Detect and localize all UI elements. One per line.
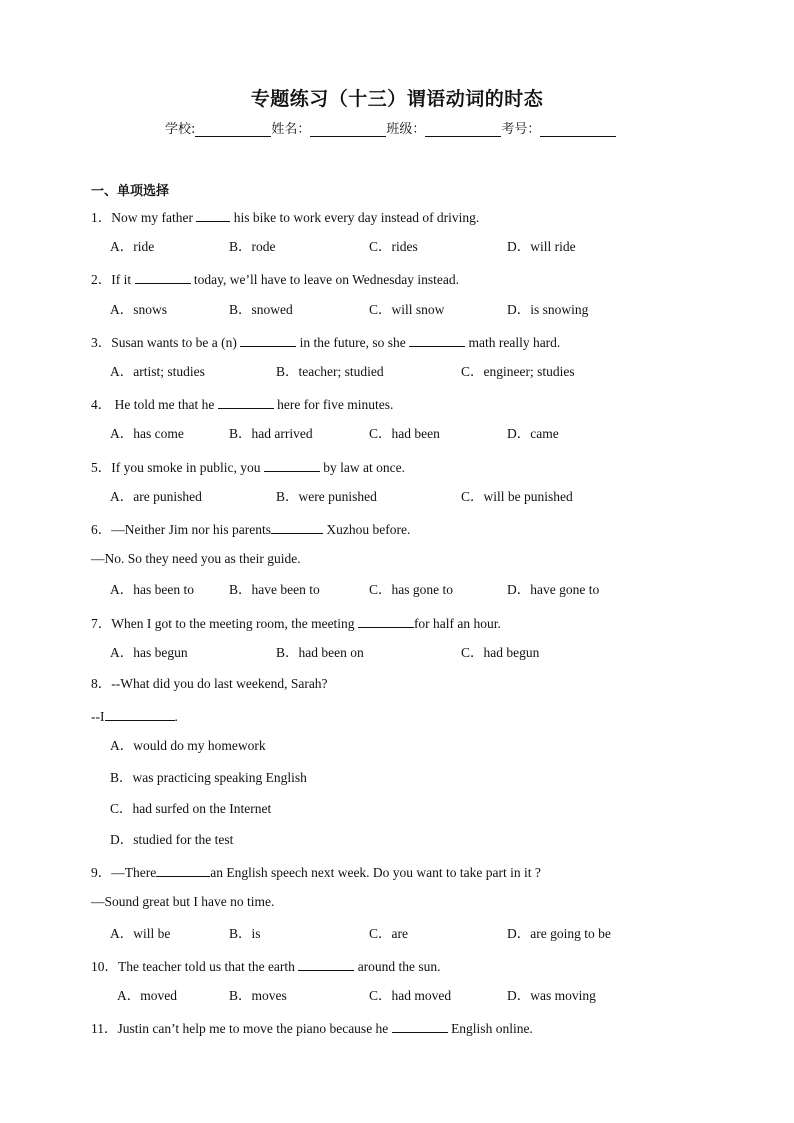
- question-5: [91, 458, 405, 476]
- dialogue-reply: [91, 707, 178, 725]
- question-text: here for five minutes.: [273, 397, 394, 412]
- option-b[interactable]: B．snowed: [229, 302, 293, 317]
- exam-no-label: 考号：: [501, 122, 541, 137]
- option-d[interactable]: D．studied for the test: [110, 832, 234, 847]
- question-number: 10．: [91, 959, 118, 974]
- option-c[interactable]: C．are: [369, 926, 408, 941]
- answer-blank[interactable]: [135, 270, 191, 284]
- option-c[interactable]: C．had moved: [369, 988, 452, 1003]
- question-number: 11．: [91, 1021, 118, 1036]
- question-11: [91, 1019, 533, 1037]
- question-text: The teacher told us that the earth: [118, 959, 299, 974]
- option-d[interactable]: D．are going to be: [507, 926, 611, 941]
- option-a[interactable]: A．has been to: [110, 582, 194, 597]
- question-text: Justin can’t help me to move the piano because he: [117, 1021, 392, 1036]
- option-a[interactable]: A．has come: [110, 426, 184, 441]
- question-6: [91, 520, 410, 538]
- option-a[interactable]: A．snows: [110, 302, 168, 317]
- question-2: [91, 270, 459, 288]
- question-text: for half an hour.: [413, 616, 501, 631]
- question-number: 6．: [91, 522, 112, 537]
- question-3: [91, 333, 560, 351]
- name-blank[interactable]: [310, 122, 386, 137]
- option-a[interactable]: A．ride: [110, 239, 155, 254]
- option-c[interactable]: C．will be punished: [461, 489, 573, 504]
- question-10: [91, 957, 441, 975]
- question-number: 5．: [91, 460, 112, 475]
- answer-blank[interactable]: [240, 333, 296, 347]
- section-heading: 一、单项选择: [91, 184, 170, 199]
- answer-blank[interactable]: [298, 957, 354, 971]
- question-text: He told me that he: [111, 397, 218, 412]
- question-number: 4．: [91, 397, 112, 412]
- option-d[interactable]: D．is snowing: [507, 302, 589, 317]
- question-text: English online.: [447, 1021, 533, 1036]
- reply-text: .: [174, 709, 178, 724]
- option-c[interactable]: C．had begun: [461, 645, 540, 660]
- option-c[interactable]: C．had surfed on the Internet: [110, 801, 272, 816]
- answer-blank[interactable]: [358, 614, 414, 628]
- school-blank[interactable]: [195, 122, 271, 137]
- question-text: —Neither Jim nor his parents: [111, 522, 271, 537]
- answer-blank[interactable]: [409, 333, 465, 347]
- option-b[interactable]: B．had arrived: [229, 426, 313, 441]
- option-c[interactable]: C．will snow: [369, 302, 445, 317]
- question-text: --What did you do last weekend, Sarah?: [111, 676, 328, 691]
- option-a[interactable]: A．are punished: [110, 489, 202, 504]
- question-number: 2．: [91, 272, 112, 287]
- question-1: [91, 208, 479, 226]
- question-text: Susan wants to be a (n): [111, 335, 241, 350]
- option-b[interactable]: B．rode: [229, 239, 276, 254]
- option-b[interactable]: B．is: [229, 926, 261, 941]
- option-a[interactable]: A．will be: [110, 926, 171, 941]
- option-b[interactable]: B．moves: [229, 988, 287, 1003]
- option-a[interactable]: A．has begun: [110, 645, 188, 660]
- question-text: math really hard.: [465, 335, 561, 350]
- question-text: Xuzhou before.: [322, 522, 411, 537]
- option-d[interactable]: D．was moving: [507, 988, 596, 1003]
- option-c[interactable]: C．has gone to: [369, 582, 453, 597]
- question-text: —There: [111, 865, 157, 880]
- question-text: If you smoke in public, you: [111, 460, 264, 475]
- option-b[interactable]: B．were punished: [276, 489, 377, 504]
- reply-text: --I: [91, 709, 105, 724]
- question-number: 3．: [91, 335, 112, 350]
- question-text: an English speech next week. Do you want to take part in it ?: [210, 865, 541, 880]
- option-b[interactable]: B．teacher; studied: [276, 364, 384, 379]
- option-a[interactable]: A．would do my homework: [110, 738, 266, 753]
- question-4: [91, 395, 393, 413]
- answer-blank[interactable]: [105, 707, 175, 721]
- page-title: 专题练习（十三）谓语动词的时态: [250, 88, 544, 110]
- option-c[interactable]: C．had been: [369, 426, 440, 441]
- option-a[interactable]: A．moved: [117, 988, 177, 1003]
- option-b[interactable]: B．had been on: [276, 645, 364, 660]
- class-blank[interactable]: [425, 122, 501, 137]
- answer-blank[interactable]: [196, 208, 230, 222]
- question-text: Now my father: [111, 210, 197, 225]
- answer-blank[interactable]: [156, 863, 210, 877]
- answer-blank[interactable]: [271, 520, 323, 534]
- question-text: his bike to work every day instead of driving.: [230, 210, 480, 225]
- question-8: [91, 676, 328, 692]
- dialogue-reply: —Sound great but I have no time.: [91, 894, 275, 909]
- answer-blank[interactable]: [392, 1019, 448, 1033]
- question-7: [91, 614, 501, 632]
- question-text: around the sun.: [354, 959, 441, 974]
- question-text: in the future, so she: [296, 335, 410, 350]
- question-text: by law at once.: [319, 460, 405, 475]
- class-label: 班级：: [386, 122, 426, 137]
- option-b[interactable]: B．have been to: [229, 582, 320, 597]
- question-9: [91, 863, 541, 881]
- option-b[interactable]: B．was practicing speaking English: [110, 770, 307, 785]
- question-text: today, we’ll have to leave on Wednesday instead.: [190, 272, 459, 287]
- question-number: 9．: [91, 865, 112, 880]
- student-info-line: [165, 118, 616, 137]
- name-label: 姓名：: [271, 122, 311, 137]
- option-d[interactable]: D．will ride: [507, 239, 576, 254]
- answer-blank[interactable]: [264, 458, 320, 472]
- option-c[interactable]: C．rides: [369, 239, 418, 254]
- answer-blank[interactable]: [218, 395, 274, 409]
- question-text: When I got to the meeting room, the meeting: [111, 616, 358, 631]
- option-d[interactable]: D．have gone to: [507, 582, 600, 597]
- question-number: 1．: [91, 210, 112, 225]
- option-d[interactable]: D．came: [507, 426, 559, 441]
- question-number: 7．: [91, 616, 112, 631]
- exam-no-blank[interactable]: [540, 122, 616, 137]
- question-text: If it: [111, 272, 135, 287]
- school-label: 学校:: [165, 122, 196, 137]
- dialogue-reply: —No. So they need you as their guide.: [91, 551, 301, 566]
- option-a[interactable]: A．artist; studies: [110, 364, 205, 379]
- option-c[interactable]: C．engineer; studies: [461, 364, 575, 379]
- question-number: 8．: [91, 676, 112, 691]
